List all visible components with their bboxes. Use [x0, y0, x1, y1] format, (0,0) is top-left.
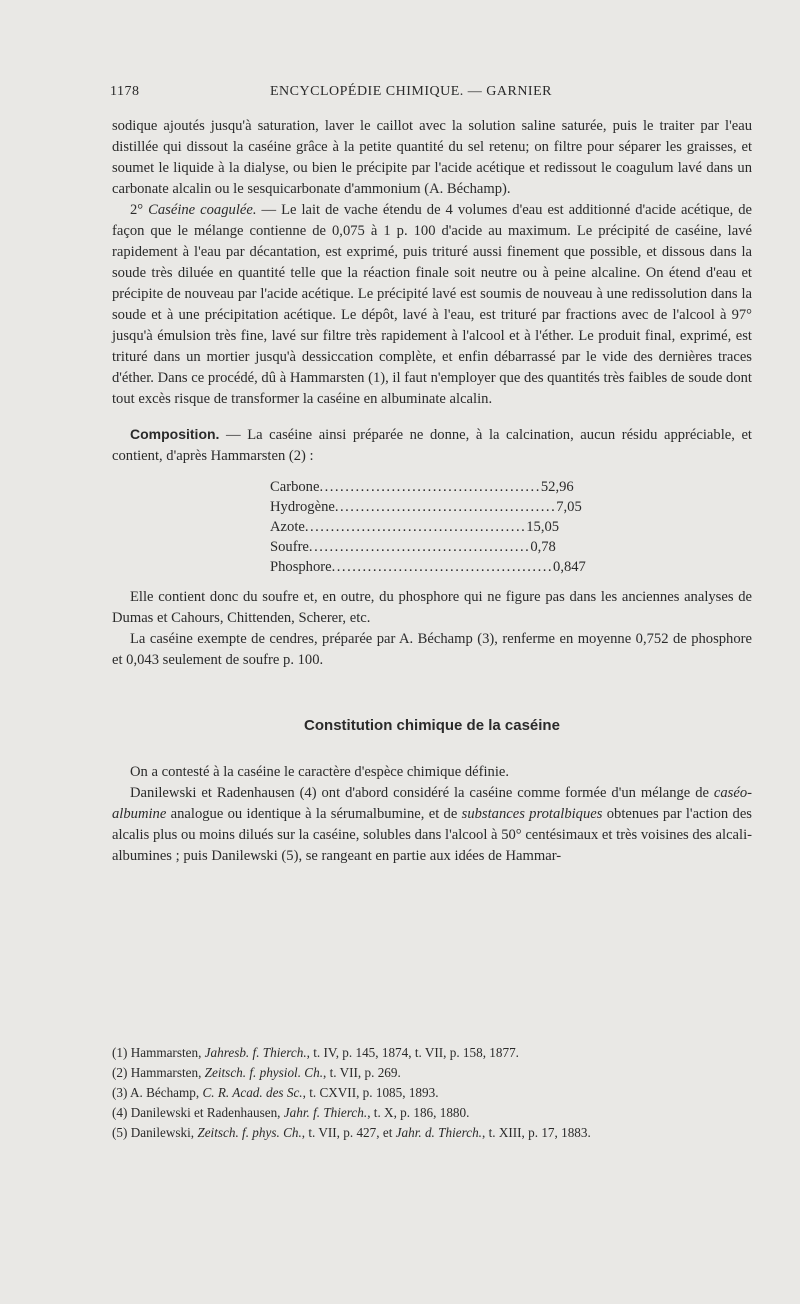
element-value: 0,847 [553, 559, 586, 575]
main-text [112, 116, 752, 867]
table-row: Hydrogène ........................................... 7,05 [270, 499, 582, 515]
element-value: 7,05 [556, 499, 582, 515]
item-title: Caséine coagulée. [148, 202, 257, 218]
element-label: Azote [270, 519, 305, 535]
footnotes [112, 1043, 752, 1143]
element-value: 15,05 [526, 519, 560, 535]
footnote: (4) Danilewski et Radenhausen, Jahr. f. Thierch., t. X, p. 186, 1880. [112, 1105, 470, 1120]
composition-title: Composition. [130, 426, 220, 442]
element-label: Hydrogène [270, 499, 335, 515]
paragraph-coagulated-casein [112, 200, 752, 410]
page-number: 1178 [110, 84, 140, 99]
element-label: Soufre [270, 539, 309, 555]
running-header [110, 84, 740, 106]
footnote: (5) Danilewski, Zeitsch. f. phys. Ch., t. VII, p. 427, et Jahr. d. Thierch., t. XIII, p. 17, 1883. [112, 1125, 591, 1140]
element-value: 52,96 [540, 479, 574, 495]
paragraph-continued: sodique ajoutés jusqu'à saturation, laver le caillot avec la solution saline saturée, puis le traiter par l'eau distillée qui dissout la caséine grâce à la petite quantité du sel retenu; on filtre pour séparer les graisses, et soumet le liquide à la dialyse, ou bien le précipite par l'acide acétique et redissout le coagulum lavé dans un carbonate alcalin ou le sesquicarbonate d'ammonium (A. Béchamp). [112, 118, 752, 197]
term-substances-protalbiques: substances protalbiques [461, 806, 603, 822]
table-row: Phosphore ........................................... 0,847 [270, 559, 586, 575]
footnote: (2) Hammarsten, Zeitsch. f. physiol. Ch., t. VII, p. 269. [112, 1065, 401, 1080]
paragraph-composition [112, 424, 752, 467]
term-caseo-albumine: caséo-albumine [112, 785, 752, 822]
composition-text: — La caséine ainsi préparée ne donne, à la calcination, aucun résidu appréciable, et contient, d'après Hammarsten (2) : [112, 427, 752, 464]
table-row: Carbone ........................................... 52,96 [270, 479, 574, 495]
composition-table [270, 477, 586, 577]
running-title: ENCYCLOPÉDIE CHIMIQUE. — GARNIER [270, 84, 552, 99]
table-row: Soufre ........................................... 0,78 [270, 539, 556, 555]
paragraph-sulfur-phosphorus: Elle contient donc du soufre et, en outre, du phosphore qui ne figure pas dans les anciennes analyses de Dumas et Cahours, Chittenden, Scherer, etc. [112, 589, 752, 626]
element-value: 0,78 [530, 539, 556, 555]
footnote: (3) A. Béchamp, C. R. Acad. des Sc., t. CXVII, p. 1085, 1893. [112, 1085, 439, 1100]
item-text: — Le lait de vache étendu de 4 volumes d'eau est additionné d'acide acétique, de façon que le mélange contienne de 0,075 à 1 p. 100 d'acide au maximum. Le précipité de caséine, lavé rapidement à l'eau par décantation, est exprimé, puis trituré aussi finement que possible, et dissous dans la soude très diluée en quantité telle que la réaction finale soit neutre ou à peine alcaline. On étend d'eau et précipite de nouveau par l'acide acétique. Le précipité lavé est soumis de nouveau à une redissolution dans la soude et à une précipitation acétique. Le dépôt, lavé à l'eau, est trituré par fractions avec de l'alcool à 97° jusqu'à émulsion très fine, lavé sur filtre très rapidement à l'alcool et à l'éther. Le produit final, exprimé, est trituré dans un mortier jusqu'à dessiccation complète, et enfin débarrassé par le vide des dernières traces d'éther. Dans ce procédé, dû à Hammarsten (1), il faut n'employer que des quantités très faibles de soude dont tout excès risque de transformer la caséine en albuminate alcalin. [112, 202, 752, 407]
element-label: Phosphore [270, 559, 332, 575]
item-number: 2° [130, 202, 149, 218]
paragraph-danilewski: Danilewski et Radenhausen (4) ont d'abord considéré la caséine comme formée d'un mélange de caséo-albumine analogue ou identique à la sérumalbumine, et de substances protalbiques obtenues par l'action des alcalis plus ou moins dilués sur la caséine, solubles dans l'alcool à 50° centésimaux et très voisines des alcali-albumines ; puis Danilewski (5), se rangeant en partie aux idées de Hammar- [112, 785, 752, 864]
paragraph-contested: On a contesté à la caséine le caractère d'espèce chimique définie. [130, 764, 510, 780]
section-heading: Constitution chimique de la caséine [304, 717, 560, 734]
element-label: Carbone [270, 479, 320, 495]
table-row: Azote ........................................... 15,05 [270, 519, 560, 535]
paragraph-bechamp: La caséine exempte de cendres, préparée par A. Béchamp (3), renferme en moyenne 0,752 de phosphore et 0,043 seulement de soufre p. 100. [112, 631, 752, 668]
footnote: (1) Hammarsten, Jahresb. f. Thierch., t. IV, p. 145, 1874, t. VII, p. 158, 1877. [112, 1045, 519, 1060]
